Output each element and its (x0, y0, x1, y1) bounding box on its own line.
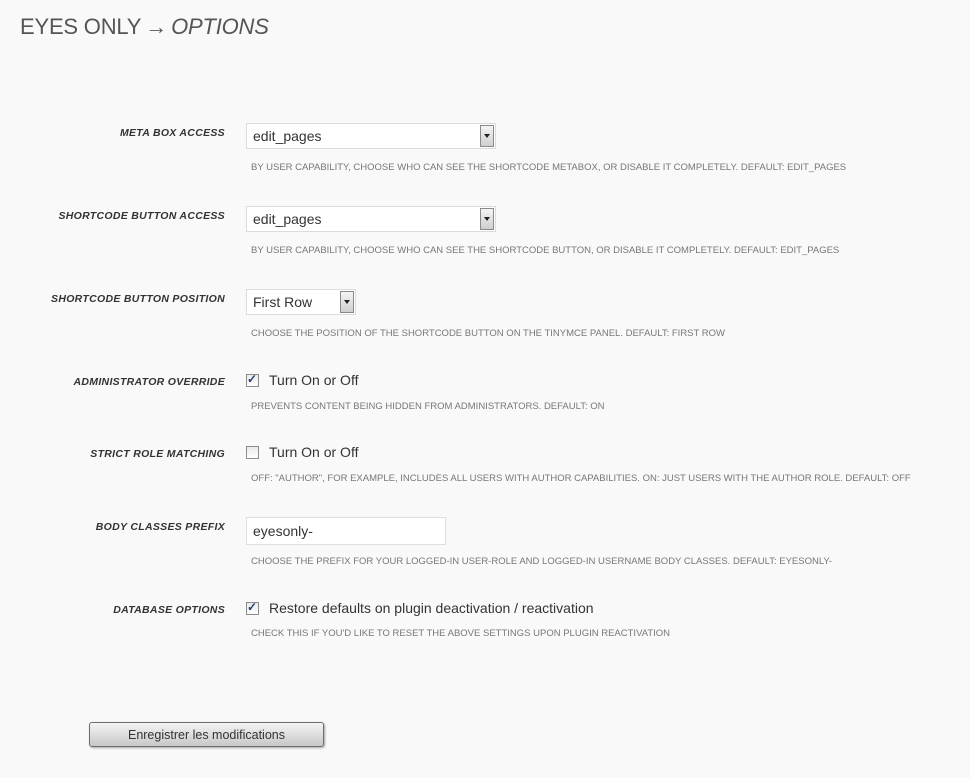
shortcode-button-position-select[interactable] (246, 289, 356, 315)
meta-box-access-dropdown-button[interactable] (480, 125, 494, 147)
strict-role-matching-checkbox[interactable] (246, 446, 259, 459)
body-classes-prefix-label: BODY CLASSES PREFIX (95, 521, 225, 533)
shortcode-button-access-dropdown-button[interactable] (480, 208, 494, 230)
checkmark-icon: ✓ (247, 372, 258, 386)
chevron-down-icon (344, 300, 350, 304)
strict-role-matching-help: OFF: "AUTHOR", FOR EXAMPLE, INCLUDES ALL USERS WITH AUTHOR CAPABILITIES. ON: JUST USERS WITH THE AUTHOR ROLE. DEFAULT: OFF (251, 473, 911, 484)
save-changes-button[interactable]: Enregistrer les modifications (89, 722, 324, 747)
shortcode-button-access-select[interactable] (246, 206, 496, 232)
body-classes-prefix-input[interactable] (246, 517, 446, 545)
strict-role-matching-label: STRICT ROLE MATCHING (90, 448, 225, 460)
administrator-override-checkbox-label[interactable]: Turn On or Off (269, 372, 359, 388)
meta-box-access-select[interactable] (246, 123, 496, 149)
shortcode-button-access-value: edit_pages (253, 211, 322, 227)
meta-box-access-value: edit_pages (253, 128, 322, 144)
body-classes-prefix-help: CHOOSE THE PREFIX FOR YOUR LOGGED-IN USER-ROLE AND LOGGED-IN USERNAME BODY CLASSES. DEFAULT: EYESONLY- (251, 556, 833, 567)
administrator-override-help: PREVENTS CONTENT BEING HIDDEN FROM ADMINISTRATORS. DEFAULT: ON (251, 401, 605, 412)
database-options-checkbox-label[interactable]: Restore defaults on plugin deactivation / reactivation (269, 600, 594, 616)
database-options-help: CHECK THIS IF YOU'D LIKE TO RESET THE ABOVE SETTINGS UPON PLUGIN REACTIVATION (251, 628, 671, 639)
shortcode-button-position-dropdown-button[interactable] (340, 291, 354, 313)
shortcode-button-position-value: First Row (253, 294, 313, 310)
shortcode-button-position-label: SHORTCODE BUTTON POSITION (51, 293, 225, 305)
page-title (20, 14, 269, 40)
checkmark-icon: ✓ (247, 600, 258, 614)
administrator-override-label: ADMINISTRATOR OVERRIDE (73, 376, 225, 388)
meta-box-access-label: META BOX ACCESS (119, 127, 225, 139)
database-options-label: DATABASE OPTIONS (113, 604, 225, 616)
chevron-down-icon (484, 134, 490, 138)
page-title-arrow: → (145, 14, 168, 39)
strict-role-matching-checkbox-label[interactable]: Turn On or Off (269, 444, 359, 460)
page-title-main: EYES ONLY (20, 14, 142, 39)
database-options-checkbox[interactable] (246, 602, 259, 615)
chevron-down-icon (484, 217, 490, 221)
shortcode-button-access-label: SHORTCODE BUTTON ACCESS (58, 210, 225, 222)
shortcode-button-position-help: CHOOSE THE POSITION OF THE SHORTCODE BUTTON ON THE TINYMCE PANEL. DEFAULT: FIRST ROW (251, 328, 726, 339)
administrator-override-checkbox[interactable] (246, 374, 259, 387)
shortcode-button-access-help: BY USER CAPABILITY, CHOOSE WHO CAN SEE THE SHORTCODE BUTTON, OR DISABLE IT COMPLETELY. DEFAULT: EDIT_PAGES (251, 245, 840, 256)
meta-box-access-help: BY USER CAPABILITY, CHOOSE WHO CAN SEE THE SHORTCODE METABOX, OR DISABLE IT COMPLETELY. DEFAULT: EDIT_PAGES (251, 162, 847, 173)
page-title-sub: OPTIONS (171, 14, 269, 39)
